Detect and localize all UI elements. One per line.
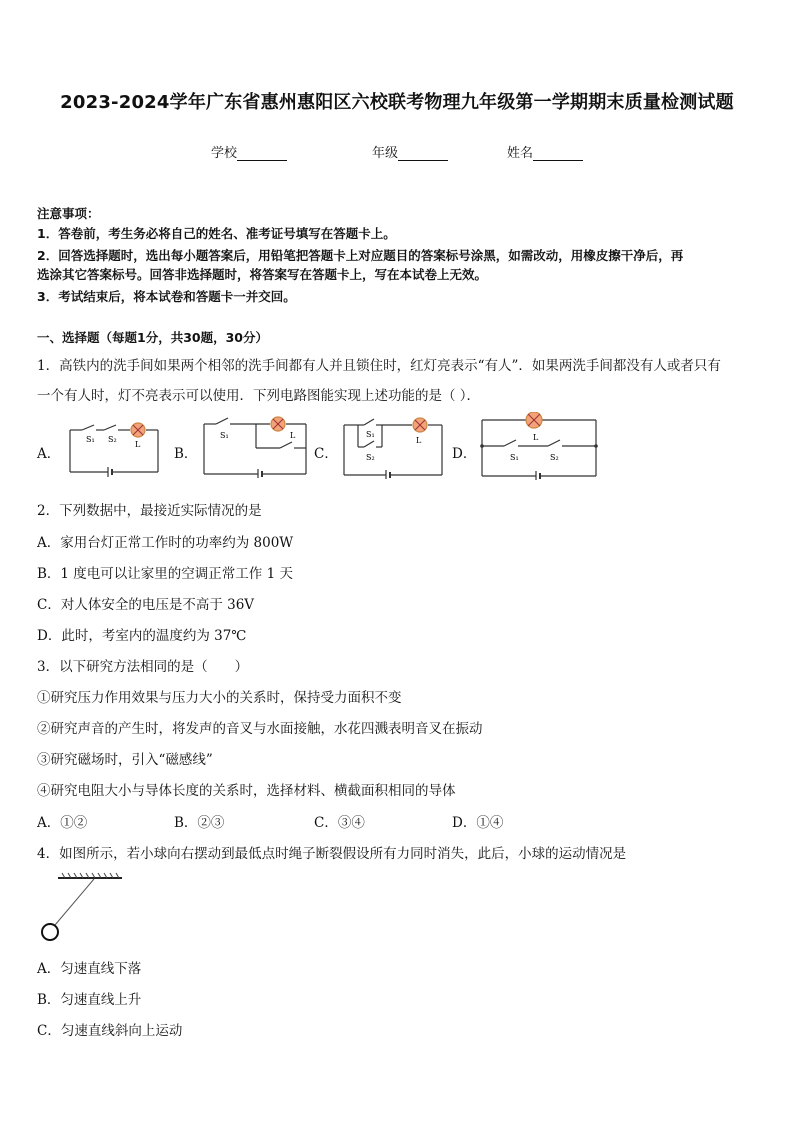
svg-text:S₁: S₁ bbox=[366, 430, 375, 439]
school-blank bbox=[237, 146, 287, 161]
q3-item-4: ④研究电阻大小与导体长度的关系时，选择材料、横截面积相同的导体 bbox=[37, 783, 456, 799]
pendulum-diagram bbox=[34, 870, 126, 944]
q3-item-3: ③研究磁场时，引入“磁感线” bbox=[37, 752, 213, 768]
svg-text:L: L bbox=[533, 433, 539, 442]
name-field bbox=[507, 142, 583, 161]
svg-text:L: L bbox=[290, 431, 296, 440]
q1-option-c-label: C． bbox=[314, 446, 338, 462]
svg-text:S₂: S₂ bbox=[550, 453, 559, 462]
q3-item-1: ①研究压力作用效果与压力大小的关系时，保持受力面积不变 bbox=[37, 690, 402, 706]
q3-option-c: C．③④ bbox=[314, 815, 365, 831]
school-label: 学校 bbox=[211, 146, 238, 161]
q1-option-d-label: D． bbox=[452, 446, 477, 462]
q4-option-a: A．匀速直线下落 bbox=[37, 961, 142, 977]
circuit-b-diagram bbox=[200, 412, 310, 478]
q2-stem: 2．下列数据中，最接近实际情况的是 bbox=[37, 503, 262, 519]
notice-item-2a: 2．回答选择题时，选出每小题答案后，用铅笔把答题卡上对应题目的答案标号涂黑，如需改动，用橡皮擦干净后，再 bbox=[37, 248, 684, 263]
q1-option-b-label: B． bbox=[174, 446, 198, 462]
ball-icon bbox=[42, 924, 58, 940]
grade-blank bbox=[398, 146, 448, 161]
grade-label: 年级 bbox=[372, 146, 399, 161]
circuit-a-diagram bbox=[66, 418, 162, 478]
q3-stem: 3．以下研究方法相同的是（ ） bbox=[37, 659, 249, 675]
q2-option-d: D．此时，考室内的温度约为 37℃ bbox=[37, 628, 247, 644]
q1-option-a-label: A． bbox=[37, 446, 61, 462]
q4-option-c: C．匀速直线斜向上运动 bbox=[37, 1023, 183, 1039]
q4-stem: 4．如图所示，若小球向右摆动到最低点时绳子断裂假设所有力同时消失，此后，小球的运动情况是 bbox=[37, 846, 627, 862]
svg-text:S₂: S₂ bbox=[108, 435, 117, 444]
q1-stem-a: 1．高铁内的洗手间如果两个相邻的洗手间都有人并且锁住时，红灯亮表示“有人”．如果两洗手间都没有人或者只有 bbox=[37, 358, 721, 374]
q2-option-a: A．家用台灯正常工作时的功率约为 800W bbox=[37, 535, 294, 551]
svg-text:S₁: S₁ bbox=[86, 435, 95, 444]
svg-text:S₁: S₁ bbox=[510, 453, 519, 462]
svg-text:S₂: S₂ bbox=[366, 453, 375, 462]
grade-field bbox=[372, 142, 448, 161]
q2-option-b: B．1 度电可以让家里的空调正常工作 1 天 bbox=[37, 566, 293, 582]
q3-option-d: D．①④ bbox=[452, 815, 504, 831]
circuit-c-diagram bbox=[340, 413, 446, 479]
name-blank bbox=[533, 146, 583, 161]
name-label: 姓名 bbox=[507, 146, 534, 161]
svg-text:S₁: S₁ bbox=[220, 431, 229, 440]
q3-option-b: B．②③ bbox=[174, 815, 225, 831]
svg-text:L: L bbox=[135, 440, 141, 449]
notice-item-3: 3．考试结束后，将本试卷和答题卡一并交回。 bbox=[37, 289, 296, 304]
svg-text:L: L bbox=[416, 436, 422, 445]
q3-item-2: ②研究声音的产生时，将发声的音叉与水面接触，水花四溅表明音叉在振动 bbox=[37, 721, 483, 737]
notice-item-2b: 选涂其它答案标号。回答非选择题时，将答案写在答题卡上，写在本试卷上无效。 bbox=[37, 267, 488, 282]
notice-item-1: 1．答卷前，考生务必将自己的姓名、准考证号填写在答题卡上。 bbox=[37, 226, 396, 241]
q1-stem-b: 一个有人时，灯不亮表示可以使用．下列电路图能实现上述功能的是（ ）． bbox=[37, 388, 481, 404]
q3-option-a: A．①② bbox=[37, 815, 88, 831]
page-title: 2023-2024学年广东省惠州惠阳区六校联考物理九年级第一学期期末质量检测试题 bbox=[60, 92, 734, 113]
notice-heading: 注意事项： bbox=[37, 206, 100, 221]
circuit-d-diagram bbox=[478, 412, 602, 480]
section-heading: 一、选择题（每题1分，共30题，30分） bbox=[37, 330, 268, 345]
school-field bbox=[211, 142, 287, 161]
q2-option-c: C．对人体安全的电压是不高于 36V bbox=[37, 597, 255, 613]
q4-option-b: B．匀速直线上升 bbox=[37, 992, 142, 1008]
